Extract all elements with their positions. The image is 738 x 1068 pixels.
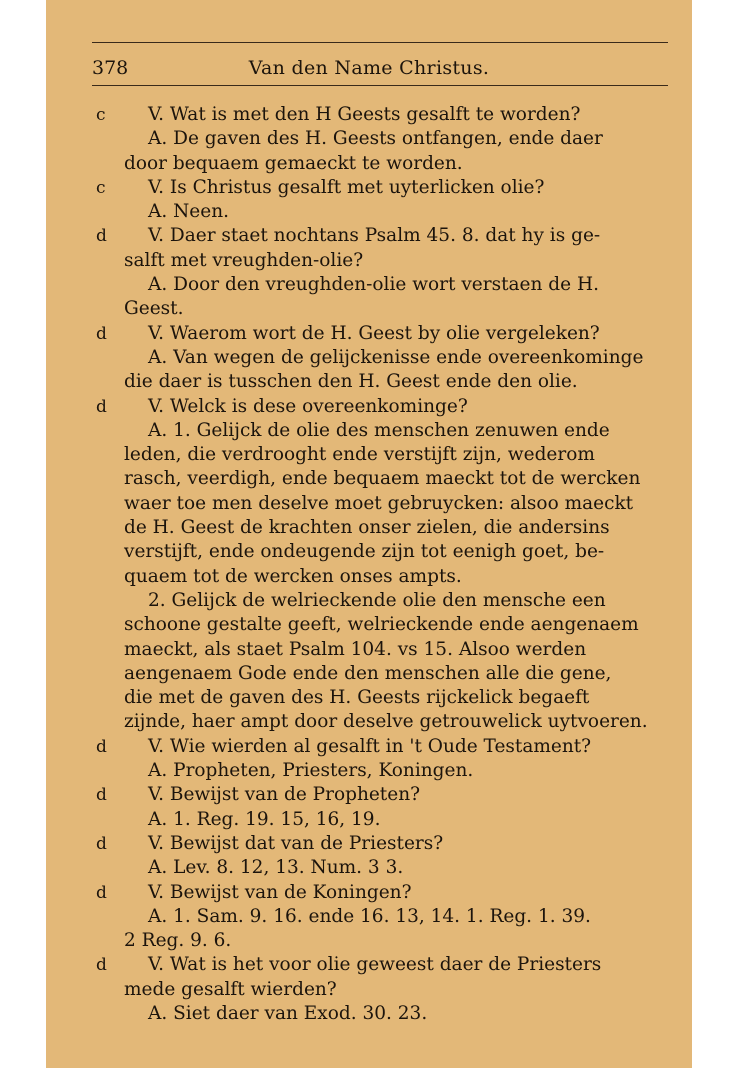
line-text: A. 1. Reg. 19. 15, 16, 19. [148, 808, 381, 830]
text-line [96, 953, 676, 977]
text-line [124, 686, 676, 710]
text-line [124, 710, 676, 734]
text-line [124, 565, 676, 589]
page-text [96, 103, 676, 1026]
page-number: 378 [92, 57, 129, 79]
line-text: V. Wie wierden al gesalft in 't Oude Testament? [148, 735, 592, 757]
running-title: Van den Name Christus. [248, 57, 490, 79]
book-page [46, 0, 692, 1068]
text-line [124, 856, 676, 880]
line-text: V. Daer staet nochtans Psalm 45. 8. dat hy is ge- [148, 225, 601, 247]
text-line [124, 419, 676, 443]
line-text: V. Bewijst dat van de Priesters? [148, 832, 444, 854]
text-line [124, 200, 676, 224]
line-text: 2. Gelijck de welrieckende olie den mensche een [148, 589, 606, 611]
line-text: 2 Reg. 9. 6. [124, 930, 232, 952]
line-text: A. Siet daer van Exod. 30. 23. [148, 1002, 428, 1024]
line-text: die daer is tusschen den H. Geest ende den olie. [124, 371, 578, 393]
line-text: V. Is Christus gesalft met uyterlicken olie? [148, 176, 545, 198]
header-rule-top [92, 42, 668, 43]
margin-marker: d [96, 323, 107, 344]
line-text: A. De gaven des H. Geests ontfangen, ende daer [148, 128, 603, 150]
line-text: aengenaem Gode ende den menschen alle die gene, [124, 662, 612, 684]
margin-marker: d [96, 396, 107, 417]
text-line [124, 516, 676, 540]
text-line [96, 176, 676, 200]
line-text: leden, die verdrooght ende verstijft zijn, wederom [124, 444, 595, 466]
text-line [124, 346, 676, 370]
line-text: waer toe men deselve moet gebruycken: alsoo maeckt [124, 492, 634, 514]
line-text: A. Propheten, Priesters, Koningen. [148, 760, 474, 782]
line-text: A. Van wegen de gelijckenisse ende overeenkominge [148, 346, 644, 368]
line-text: A. 1. Sam. 9. 16. ende 16. 13, 14. 1. Reg. 1. 39. [148, 905, 591, 927]
line-text: door bequaem gemaeckt te worden. [124, 152, 463, 174]
line-text: quaem tot de wercken onses ampts. [124, 565, 462, 587]
line-text: V. Bewijst van de Propheten? [148, 784, 421, 806]
line-text: V. Welck is dese overeenkominge? [148, 395, 468, 417]
text-line [96, 735, 676, 759]
line-text: V. Bewijst van de Koningen? [148, 881, 412, 903]
margin-marker: d [96, 736, 107, 757]
text-line [96, 224, 676, 248]
line-text: A. Lev. 8. 12, 13. Num. 3 3. [148, 857, 404, 879]
margin-marker: c [96, 105, 106, 125]
line-text: rasch, veerdigh, ende bequaem maeckt tot de wercken [124, 468, 641, 490]
text-line [124, 978, 676, 1002]
text-line [96, 783, 676, 807]
text-line [124, 297, 676, 321]
margin-marker: c [96, 177, 106, 198]
header-rule-bottom [92, 85, 668, 86]
text-line [124, 273, 676, 297]
line-text: verstijft, ende ondeugende zijn tot eenigh goet, be- [124, 541, 605, 563]
text-line [124, 759, 676, 783]
line-text: schoone gestalte geeft, welrieckende ende aengenaem [124, 614, 639, 636]
text-line [96, 881, 676, 905]
text-line [96, 322, 676, 346]
margin-marker: d [96, 226, 107, 247]
text-line [124, 370, 676, 394]
text-line [124, 467, 676, 491]
line-text: zijnde, haer ampt door deselve getrouwelick uytvoeren. [124, 711, 648, 733]
margin-marker: d [96, 882, 107, 903]
text-line [124, 492, 676, 516]
text-line [96, 395, 676, 419]
text-line [124, 540, 676, 564]
text-line [124, 1002, 676, 1026]
line-text: V. Wat is met den H Geests gesalft te worden? [148, 104, 581, 125]
text-line [124, 929, 676, 953]
line-text: V. Wat is het voor olie geweest daer de Priesters [148, 954, 602, 976]
line-text: A. Neen. [148, 201, 230, 223]
margin-marker: d [96, 955, 107, 976]
text-line [124, 638, 676, 662]
text-line [96, 103, 676, 127]
margin-marker: d [96, 833, 107, 854]
line-text: maeckt, als staet Psalm 104. vs 15. Alsoo werden [124, 638, 587, 660]
line-text: A. Door den vreughden-olie wort verstaen de H. [148, 274, 599, 296]
line-text: die met de gaven des H. Geests rijckelick begaeft [124, 687, 590, 709]
text-line [124, 589, 676, 613]
text-line [96, 832, 676, 856]
line-text: A. 1. Gelijck de olie des menschen zenuwen ende [148, 419, 610, 441]
text-line [124, 808, 676, 832]
line-text: V. Waerom wort de H. Geest by olie vergeleken? [148, 322, 600, 344]
text-line [124, 613, 676, 637]
text-line [124, 249, 676, 273]
line-text: Geest. [124, 298, 184, 320]
line-text: salft met vreughden-olie? [124, 249, 364, 271]
margin-marker: d [96, 785, 107, 806]
line-text: de H. Geest de krachten onser zielen, die andersins [124, 517, 610, 539]
text-line [124, 662, 676, 686]
text-line [124, 127, 676, 151]
text-line [124, 443, 676, 467]
text-line [124, 152, 676, 176]
line-text: mede gesalft wierden? [124, 978, 337, 1000]
text-line [124, 905, 676, 929]
